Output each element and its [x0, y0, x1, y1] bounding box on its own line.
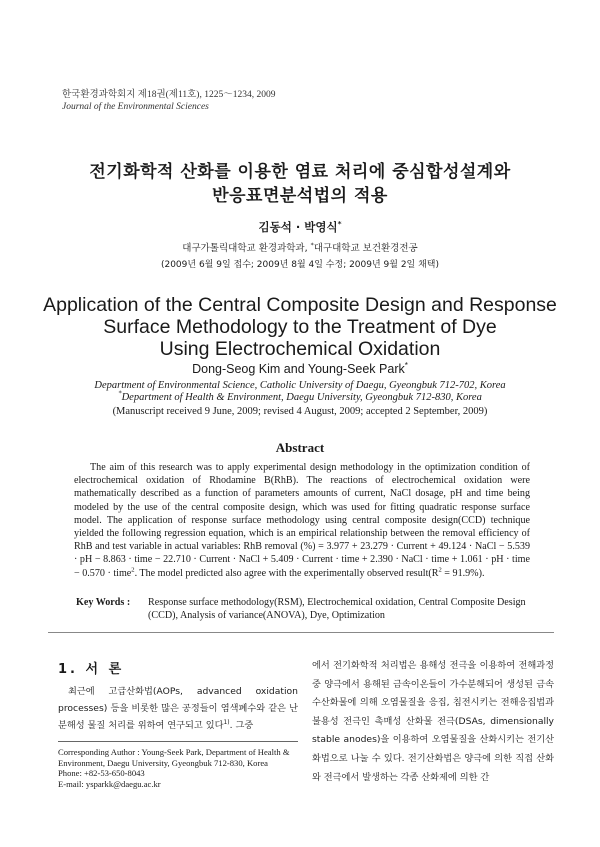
- footnote-email: E-mail: ysparkk@daegu.ac.kr: [58, 778, 161, 789]
- english-affiliation-2: [40, 392, 560, 404]
- section-divider: [48, 632, 554, 633]
- abstract-body: [74, 461, 530, 580]
- section-heading-introduction: 1. 서 론: [58, 662, 125, 677]
- english-affiliation: [40, 380, 560, 404]
- english-authors: [40, 362, 560, 376]
- english-title-line-2: Surface Methodology to the Treatment of Dye: [103, 316, 497, 338]
- korean-affiliation: [40, 240, 560, 254]
- journal-citation-en: Journal of the Environmental Sciences: [62, 102, 209, 112]
- english-dates: (Manuscript received 9 June, 2009; revised 4 August, 2009; accepted 2 September, 2009): [112, 406, 488, 417]
- intro-right-column: 에서 전기화학적 처리법은 용해성 전극을 이용하여 전해과정 중 양극에서 용해된 금속이온들이 가수분해되어 생성된 금속 수산화물에 의해 오염물질을 응집, 침전시키는 전해응집법과 불용성 전극인 촉매성 산화물 전극(DSAs, dimensionally stable anodes)을 이용하여 오염물질을 산화시키는 전기산화법으로 나눌 수 있다. 전기산화법은 양극에 의한 직접 산화와 전극에서 발생하는 각종 산화제에 의한 간: [312, 660, 554, 783]
- intro-left-end: . 그중: [229, 720, 254, 731]
- korean-affiliation-2: 대구대학교 보건환경전공: [313, 243, 418, 254]
- journal-citation-kr: 한국환경과학회지 제18권(제11호), 1225～1234, 2009: [62, 90, 276, 100]
- abstract-exponent-1: 2: [131, 566, 135, 574]
- korean-authors: [40, 219, 560, 235]
- korean-affiliation-1: 대구가톨릭대학교 환경과학과,: [182, 243, 308, 254]
- korean-authors-text: 김동석 · 박영식: [258, 220, 338, 234]
- intro-left-column: [58, 683, 298, 734]
- keywords: [76, 596, 532, 622]
- korean-title-line-1: 전기화학적 산화를 이용한 염료 처리에 중심합성설계와: [89, 162, 511, 182]
- abstract-text: The aim of this research was to apply experimental design methodology in the optimization condition of electrochemical oxidation of Rhodamine B(RhB). The reactions of electrochemical oxidation were mathematically described as a function of parameters amounts of current, NaCl dosage, pH and time being modeled by the use of the central composite design, which was used for fitting quadratic response surface model. The application of response surface methodology using central composite design(CCD) technique yielded the following regression equation, which is an empirical relationship between the removal efficiency of RhB and test variable in actual variables: RhB removal (%) = 3.977 + 23.279 · Current + 49.124 · NaCl − 5.539 · pH − 8.863 · time − 22.710 · Current · NaCl + 5.409 · Current · time + 2.390 · NaCl · time + 1.061 · pH · time − 0.570 · time: [74, 462, 530, 579]
- english-affiliation-1: Department of Environmental Science, Catholic University of Daegu, Gyeongbuk 712-702, Korea: [94, 380, 506, 391]
- footnote-author: Corresponding Author : Young-Seek Park, Department of Health & Environment, Daegu University, Gyeongbuk 712-830, Korea: [58, 747, 290, 768]
- intro-left-ref: 1): [223, 718, 230, 726]
- abstract-heading: Abstract: [275, 440, 325, 455]
- footnote-divider: [58, 741, 298, 742]
- keywords-label: Key Words :: [76, 597, 131, 608]
- korean-affiliation-mark: *: [310, 241, 314, 249]
- english-authors-text: Dong-Seog Kim and Young-Seek Park: [192, 362, 405, 376]
- english-author-mark: *: [404, 360, 408, 370]
- abstract-exponent-2: 2: [438, 566, 442, 574]
- english-title: [40, 294, 560, 360]
- english-title-line-3: Using Electrochemical Oxidation: [159, 338, 441, 360]
- korean-author-mark: *: [337, 219, 342, 229]
- footnote-phone: Phone: +82-53-650-8043: [58, 768, 145, 778]
- english-affiliation-mark: *: [118, 390, 122, 398]
- korean-title-line-2: 반응표면분석법의 적용: [212, 186, 388, 206]
- keywords-text: Response surface methodology(RSM), Electrochemical oxidation, Central Composite Design (CCD), Analysis of variance(ANOVA), Dye, Optimization: [148, 597, 526, 621]
- korean-dates: (2009년 6월 9일 접수; 2009년 8월 4일 수정; 2009년 9월 2일 채택): [160, 260, 440, 270]
- corresponding-author-footnote: [58, 747, 298, 789]
- english-title-line-1: Application of the Central Composite Design and Response: [43, 294, 557, 316]
- abstract-text-end: = 91.9%).: [441, 567, 485, 579]
- english-affiliation-2-text: Department of Health & Environment, Daegu University, Gyeongbuk 712-830, Korea: [121, 392, 482, 403]
- intro-left-text: 최근에 고급산화법(AOPs, advanced oxidation processes) 등을 비롯한 많은 공정들이 염색폐수와 같은 난분해성 물질 처리를 위하여 연구되고 있다: [58, 686, 298, 731]
- abstract-text-tail: . The model predicted also agree with the experimentally observed result(R: [134, 567, 439, 579]
- journal-citation: [62, 89, 275, 113]
- korean-title: [40, 160, 560, 208]
